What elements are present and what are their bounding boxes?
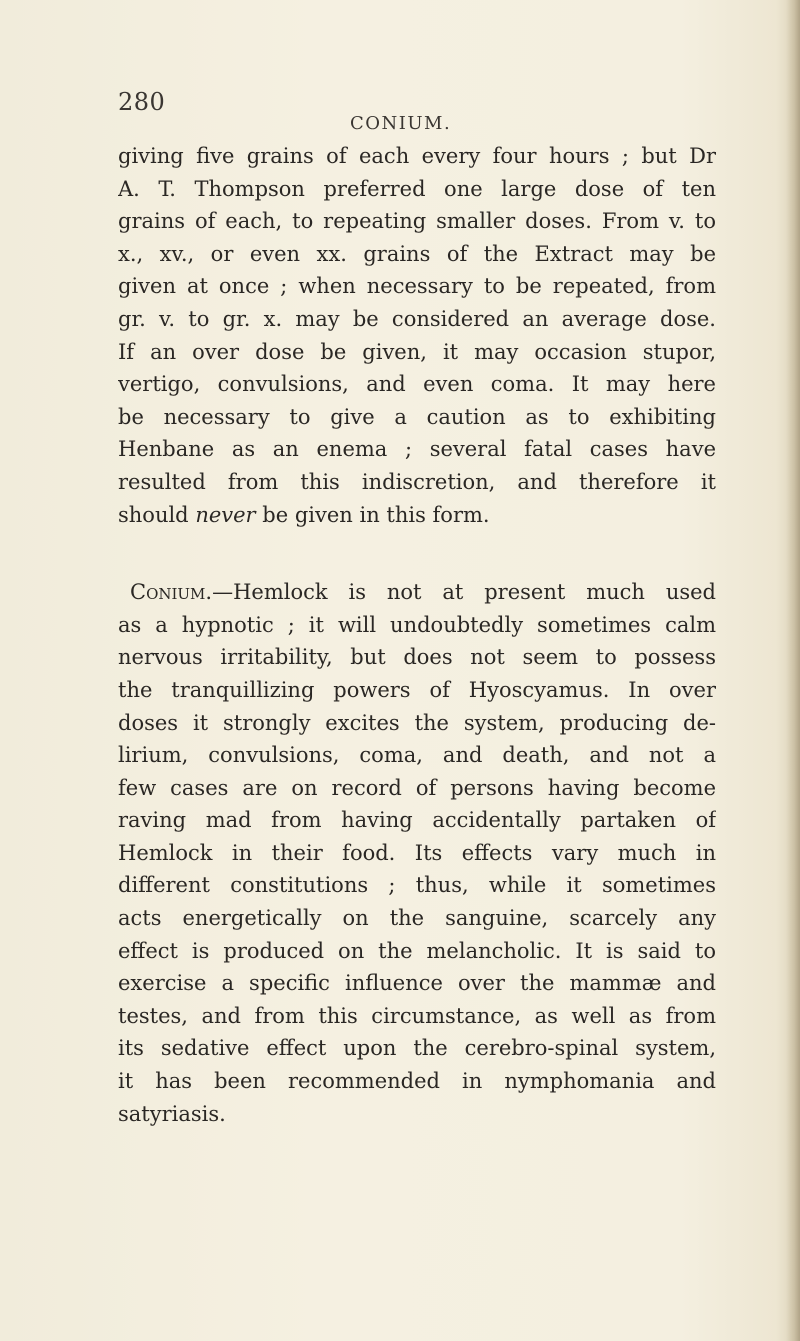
text-line: effect is produced on the melancholic. It is said to xyxy=(118,938,716,963)
text-line: acts energetically on the sanguine, scarcely any xyxy=(118,906,716,931)
text-fragment: should xyxy=(118,502,196,527)
text-line: resulted from this indiscretion, and therefore it xyxy=(118,469,716,494)
page-edge-shadow xyxy=(786,0,800,1341)
text-line: lirium, convulsions, coma, and death, and not a xyxy=(118,743,716,768)
text-line: doses it strongly excites the system, producing de- xyxy=(118,710,716,735)
text-line: its sedative effect upon the cerebro-spinal system, xyxy=(118,1036,716,1061)
text-line: the tranquillizing powers of Hyoscyamus. In over xyxy=(118,677,716,702)
text-line: vertigo, convulsions, and even coma. It may here xyxy=(118,372,716,397)
running-head: CONIUM. xyxy=(350,113,452,134)
text-line: gr. v. to gr. x. may be considered an average dose. xyxy=(118,306,716,331)
text-line: few cases are on record of persons having become xyxy=(118,775,716,800)
text-line: be necessary to give a caution as to exhibiting xyxy=(118,404,716,429)
text-line: giving five grains of each every four hours ; but Dr xyxy=(118,144,716,168)
paragraph-gap xyxy=(118,531,716,576)
page-number: 280 xyxy=(118,88,166,116)
text-line: given at once ; when necessary to be repeated, from xyxy=(118,274,716,299)
text-line: Hemlock in their food. Its effects vary much in xyxy=(118,840,716,865)
text-line: grains of each, to repeating smaller doses. From v. to xyxy=(118,209,716,234)
text-line: exercise a specific influence over the mammæ and xyxy=(118,971,716,996)
text-fragment: —Hemlock is not at present much used xyxy=(212,580,716,605)
text-line: x., xv., or even xx. grains of the Extract may be xyxy=(118,241,716,266)
text-line: A. T. Thompson preferred one large dose of ten xyxy=(118,176,716,201)
emphasis-never: never xyxy=(195,502,256,527)
paragraph-conium xyxy=(118,576,716,1130)
text-line: If an over dose be given, it may occasion stupor, xyxy=(118,339,716,364)
text-line: as a hypnotic ; it will undoubtedly sometimes calm xyxy=(118,612,716,637)
text-line: testes, and from this circumstance, as well as from xyxy=(118,1003,716,1028)
text-line: Henbane as an enema ; several fatal cases have xyxy=(118,437,716,462)
paragraph-henbane-dosage xyxy=(118,140,716,531)
text-line: nervous irritability, but does not seem to possess xyxy=(118,645,716,670)
text-line: different constitutions ; thus, while it sometimes xyxy=(118,873,716,898)
text-line: raving mad from having accidentally partaken of xyxy=(118,808,716,833)
text-line xyxy=(118,499,716,532)
section-term-conium: Conium. xyxy=(130,580,213,605)
body-text xyxy=(118,140,716,1130)
text-line: it has been recommended in nymphomania and xyxy=(118,1069,716,1094)
text-fragment: be given in this form. xyxy=(255,502,490,527)
text-line: satyriasis. xyxy=(118,1101,226,1126)
text-line xyxy=(118,576,716,609)
